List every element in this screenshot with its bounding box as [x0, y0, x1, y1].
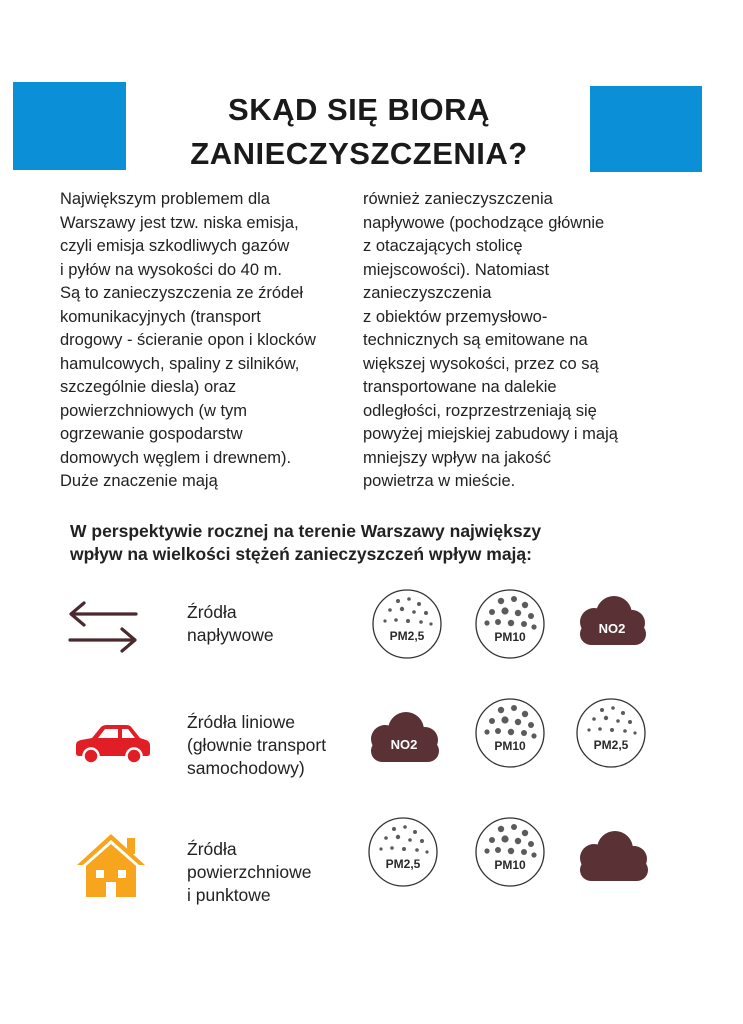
pm-label: PM2,5: [385, 857, 421, 871]
body-line: odległości, rozprzestrzeniają się: [363, 401, 597, 420]
label-line: powierzchniowe: [187, 862, 312, 882]
body-line: hamulcowych, spaliny z silników,: [60, 354, 300, 373]
body-text-right-column: [363, 188, 693, 494]
blue-accent-block-right: [590, 86, 702, 172]
pm-label: PM2,5: [389, 629, 425, 643]
body-line: Są to zanieczyszczenia ze źródeł: [60, 284, 304, 302]
cloud-icon: [570, 830, 656, 884]
source-label-area: [187, 838, 312, 907]
label-line: Źródła: [187, 602, 237, 622]
pm25-particles-icon: [371, 588, 443, 660]
pm-label: PM10: [494, 858, 526, 872]
label-line: napływowe: [187, 625, 274, 645]
pm-label: PM2,5: [593, 738, 629, 752]
car-icon: [70, 721, 152, 767]
source-label-linear: [187, 711, 326, 780]
subheading-line-2: wpływ na wielkości stężeń zanieczyszczeń wpływ mają:: [70, 544, 532, 564]
label-line: Źródła liniowe: [187, 712, 295, 732]
body-line: również zanieczyszczenia: [363, 190, 553, 208]
body-line: z obiektów przemysłowo-: [363, 307, 548, 326]
pm10-particles-icon: [474, 816, 546, 888]
pm25-particles-icon: [367, 816, 439, 888]
body-line: domowych węglem i drewnem).: [60, 448, 292, 467]
pm10-particles-icon: [474, 588, 546, 660]
source-row-linear: [0, 705, 743, 795]
body-line: technicznych są emitowane na: [363, 331, 588, 349]
body-line: komunikacyjnych (transport: [60, 307, 261, 326]
blue-accent-block-left: [13, 82, 126, 170]
body-line: z otaczających stolicę: [363, 237, 523, 255]
pm-label: PM10: [494, 739, 526, 753]
body-line: drogowy - ścieranie opon i klocków: [60, 331, 316, 349]
body-line: powietrza w mieście.: [363, 472, 516, 490]
house-icon: [74, 830, 148, 900]
title-line-1: SKĄD SIĘ BIORĄ: [228, 92, 490, 127]
title-line-2: ZANIECZYSZCZENIA?: [190, 136, 528, 171]
pm25-particles-icon: [575, 697, 647, 769]
arrows-left-right-icon: [66, 600, 140, 654]
label-line: i punktowe: [187, 885, 271, 905]
body-text-left-column: [60, 188, 350, 494]
no2-cloud-icon: [361, 711, 447, 765]
cloud-label: NO2: [598, 621, 626, 636]
body-line: Największym problemem dla: [60, 190, 270, 208]
body-line: powyżej miejskiej zabudowy i mają: [363, 425, 618, 443]
source-label-inflow: [187, 601, 274, 647]
body-line: ogrzewanie gospodarstw: [60, 425, 243, 443]
body-line: transportowane na dalekie: [363, 378, 557, 396]
body-line: czyli emisja szkodliwych gazów: [60, 237, 290, 255]
body-line: napływowe (pochodzące głównie: [363, 213, 605, 232]
body-line: i pyłów na wysokości do 40 m.: [60, 260, 282, 279]
body-line: powierzchniowych (w tym: [60, 401, 248, 420]
pm10-particles-icon: [474, 697, 546, 769]
label-line: samochodowy): [187, 758, 305, 778]
body-line: Warszawy jest tzw. niska emisja,: [60, 213, 299, 232]
subheading-line-1: W perspektywie rocznej na terenie Warszawy największy: [70, 521, 542, 541]
body-line: miejscowości). Natomiast: [363, 260, 550, 279]
cloud-label: NO2: [390, 737, 418, 752]
body-line: szczególnie diesla) oraz: [60, 378, 237, 396]
source-row-inflow: [0, 590, 743, 670]
label-line: (głownie transport: [187, 735, 327, 755]
pm-label: PM10: [494, 630, 526, 644]
source-row-area: [0, 830, 743, 920]
section-subheading: [70, 520, 690, 566]
no2-cloud-icon: [570, 595, 654, 647]
body-line: większej wysokości, przez co są: [363, 354, 599, 373]
page-title: [130, 88, 588, 176]
body-line: Duże znaczenie mają: [60, 472, 218, 490]
body-line: zanieczyszczenia: [363, 284, 492, 302]
body-line: mniejszy wpływ na jakość: [363, 448, 551, 467]
label-line: Źródła: [187, 839, 237, 859]
